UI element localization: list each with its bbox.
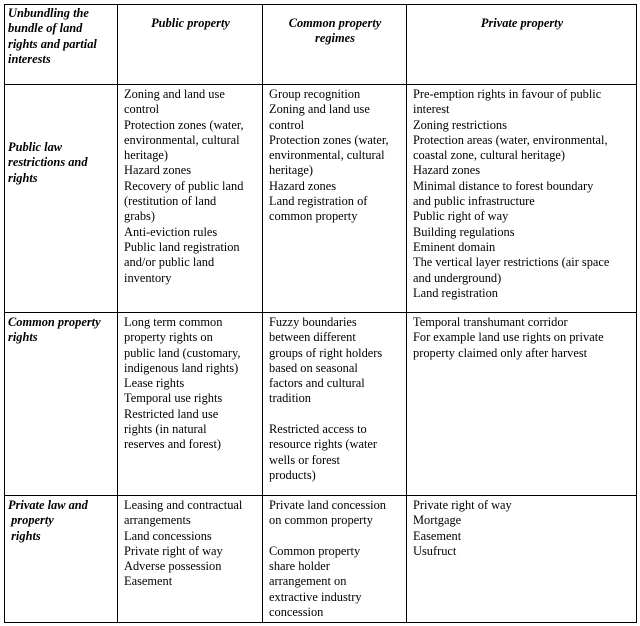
cell-text-line: Easement (413, 528, 462, 543)
land-rights-table (4, 4, 637, 623)
cell-text-line: restrictions and (8, 155, 88, 170)
cell-text-line: heritage) (269, 163, 314, 178)
cell-common-rights-public-property (118, 313, 263, 496)
corner-header-cell (5, 5, 118, 85)
public-property-header-text: Public property (151, 16, 230, 30)
cell-text-line: Leasing and contractual (124, 498, 243, 512)
cell-text-line: property (8, 513, 54, 528)
cell-private-law-common-property (263, 496, 407, 623)
cell-text-line: property claimed only after harvest (413, 345, 588, 360)
cell-text-line: rights and partial (8, 36, 97, 51)
cell-text-line: wells or forest (269, 452, 340, 467)
cell-text-line: Anti-eviction rules (124, 224, 218, 239)
cell-text-line: Lease rights (124, 376, 185, 391)
cell-text-line: bundle of land (8, 21, 83, 36)
cell-text-line: Fuzzy boundaries (269, 315, 357, 329)
cell-text-line: factors and cultural (269, 376, 365, 391)
cell-text-line: based on seasonal (269, 360, 358, 375)
cell-public-law-common-property (263, 85, 407, 313)
cell-public-law-private-property (407, 85, 637, 313)
cell-common-rights-private-property (407, 313, 637, 496)
cell-text-line: arrangement on (269, 574, 347, 589)
cell-text-line: Land registration of (269, 194, 368, 209)
cell-text-line: grabs) (124, 209, 155, 224)
cell-text-line: rights (8, 330, 38, 345)
blank-line (269, 407, 401, 422)
blank-line (269, 529, 401, 544)
cell-text-line: rights (8, 528, 41, 543)
cell-text-line: Recovery of public land (124, 178, 244, 193)
cell-text-line: Adverse possession (124, 559, 222, 574)
cell-private-law-public-property (118, 496, 263, 623)
cell-text-line: on common property (269, 513, 373, 528)
cell-text-line: Protection areas (water, environmental, (413, 132, 608, 147)
cell-text-line: regimes (315, 31, 355, 46)
cell-text-line: Zoning restrictions (413, 117, 507, 132)
cell-text-line: Mortgage (413, 513, 462, 528)
cell-text-line: Public law (8, 140, 63, 154)
cell-text-line: products) (269, 467, 316, 482)
cell-text-line: and public infrastructure (413, 194, 535, 209)
cell-text-line: Common property (288, 16, 382, 30)
cell-text-line: and underground) (413, 270, 502, 285)
cell-text-line: Pre-emption rights in favour of public (413, 87, 602, 101)
table-row (5, 496, 637, 623)
cell-text-line: For example land use rights on private (413, 330, 604, 345)
cell-text-line: Private land concession (269, 498, 386, 512)
cell-common-rights-common-property (263, 313, 407, 496)
cell-text-line: environmental, cultural (269, 148, 385, 163)
cell-text-line: Restricted access to (269, 422, 367, 437)
cell-text-line: resource rights (water (269, 437, 378, 452)
cell-text-line: Hazard zones (269, 178, 337, 193)
cell-text-line: environmental, cultural (124, 132, 240, 147)
cell-text-line: (restitution of land (124, 194, 217, 209)
cell-text-line: Land registration (413, 285, 498, 300)
cell-text-line: Usufruct (413, 543, 457, 558)
row-label-common-property (5, 313, 118, 496)
cell-text-line: Protection zones (water, (124, 117, 244, 132)
cell-text-line: coastal zone, cultural heritage) (413, 148, 566, 163)
cell-text-line: Protection zones (water, (269, 132, 389, 147)
cell-text-line: Easement (124, 574, 173, 589)
table-row (5, 85, 637, 313)
cell-text-line: reserves and forest) (124, 437, 222, 452)
header-row (5, 5, 637, 85)
cell-text-line: Land concessions (124, 528, 212, 543)
cell-text-line: concession (269, 605, 324, 620)
private-property-header-text: Private property (480, 16, 564, 30)
cell-text-line: Common property (8, 315, 101, 329)
cell-text-line: heritage) (124, 148, 169, 163)
cell-public-law-public-property (118, 85, 263, 313)
cell-text-line: interests (8, 51, 51, 66)
cell-text-line: and/or public land (124, 255, 215, 270)
cell-private-law-private-property (407, 496, 637, 623)
cell-text-line: property rights on (124, 330, 213, 345)
cell-text-line: public land (customary, (124, 345, 241, 360)
cell-text-line: indigenous land rights) (124, 360, 239, 375)
cell-text-line: Common property (269, 543, 361, 558)
cell-text-line: Group recognition (269, 87, 361, 101)
cell-text-line: Private right of way (413, 498, 512, 512)
cell-text-line: extractive industry (269, 589, 362, 604)
public-property-header (118, 5, 263, 85)
cell-text-line: common property (269, 209, 358, 224)
cell-text-line: groups of right holders (269, 345, 383, 360)
cell-text-line: Long term common (124, 315, 223, 329)
cell-text-line: control (269, 117, 305, 132)
cell-text-line: between different (269, 330, 356, 345)
cell-text-line: Temporal use rights (124, 391, 223, 406)
cell-text-line: control (124, 102, 160, 117)
cell-text-line: Public land registration (124, 239, 240, 254)
cell-text-line: Building regulations (413, 224, 515, 239)
cell-text-line: interest (413, 102, 450, 117)
row-label-private-law (5, 496, 118, 623)
cell-text-line: Unbundling the (8, 6, 89, 20)
cell-text-line: Hazard zones (413, 163, 481, 178)
cell-text-line: Temporal transhumant corridor (413, 315, 568, 329)
cell-text-line: Private right of way (124, 543, 223, 558)
cell-text-line: share holder (269, 559, 330, 574)
cell-text-line: rights (8, 170, 38, 185)
cell-text-line: Zoning and land use (269, 102, 370, 117)
table-row (5, 313, 637, 496)
cell-text-line: Public right of way (413, 209, 509, 224)
cell-text-line: Minimal distance to forest boundary (413, 178, 594, 193)
row-label-public-law (5, 85, 118, 313)
cell-text-line: inventory (124, 270, 172, 285)
cell-text-line: Eminent domain (413, 239, 496, 254)
cell-text-line: Zoning and land use (124, 87, 225, 101)
cell-text-line: Private law and (8, 498, 88, 512)
cell-text-line: The vertical layer restrictions (air space (413, 255, 610, 270)
cell-text-line: Restricted land use (124, 406, 219, 421)
cell-text-line: rights (in natural (124, 422, 207, 437)
private-property-header (407, 5, 637, 85)
cell-text-line: Hazard zones (124, 163, 192, 178)
common-property-header (263, 5, 407, 85)
cell-text-line: tradition (269, 391, 311, 406)
cell-text-line: arrangements (124, 513, 191, 528)
